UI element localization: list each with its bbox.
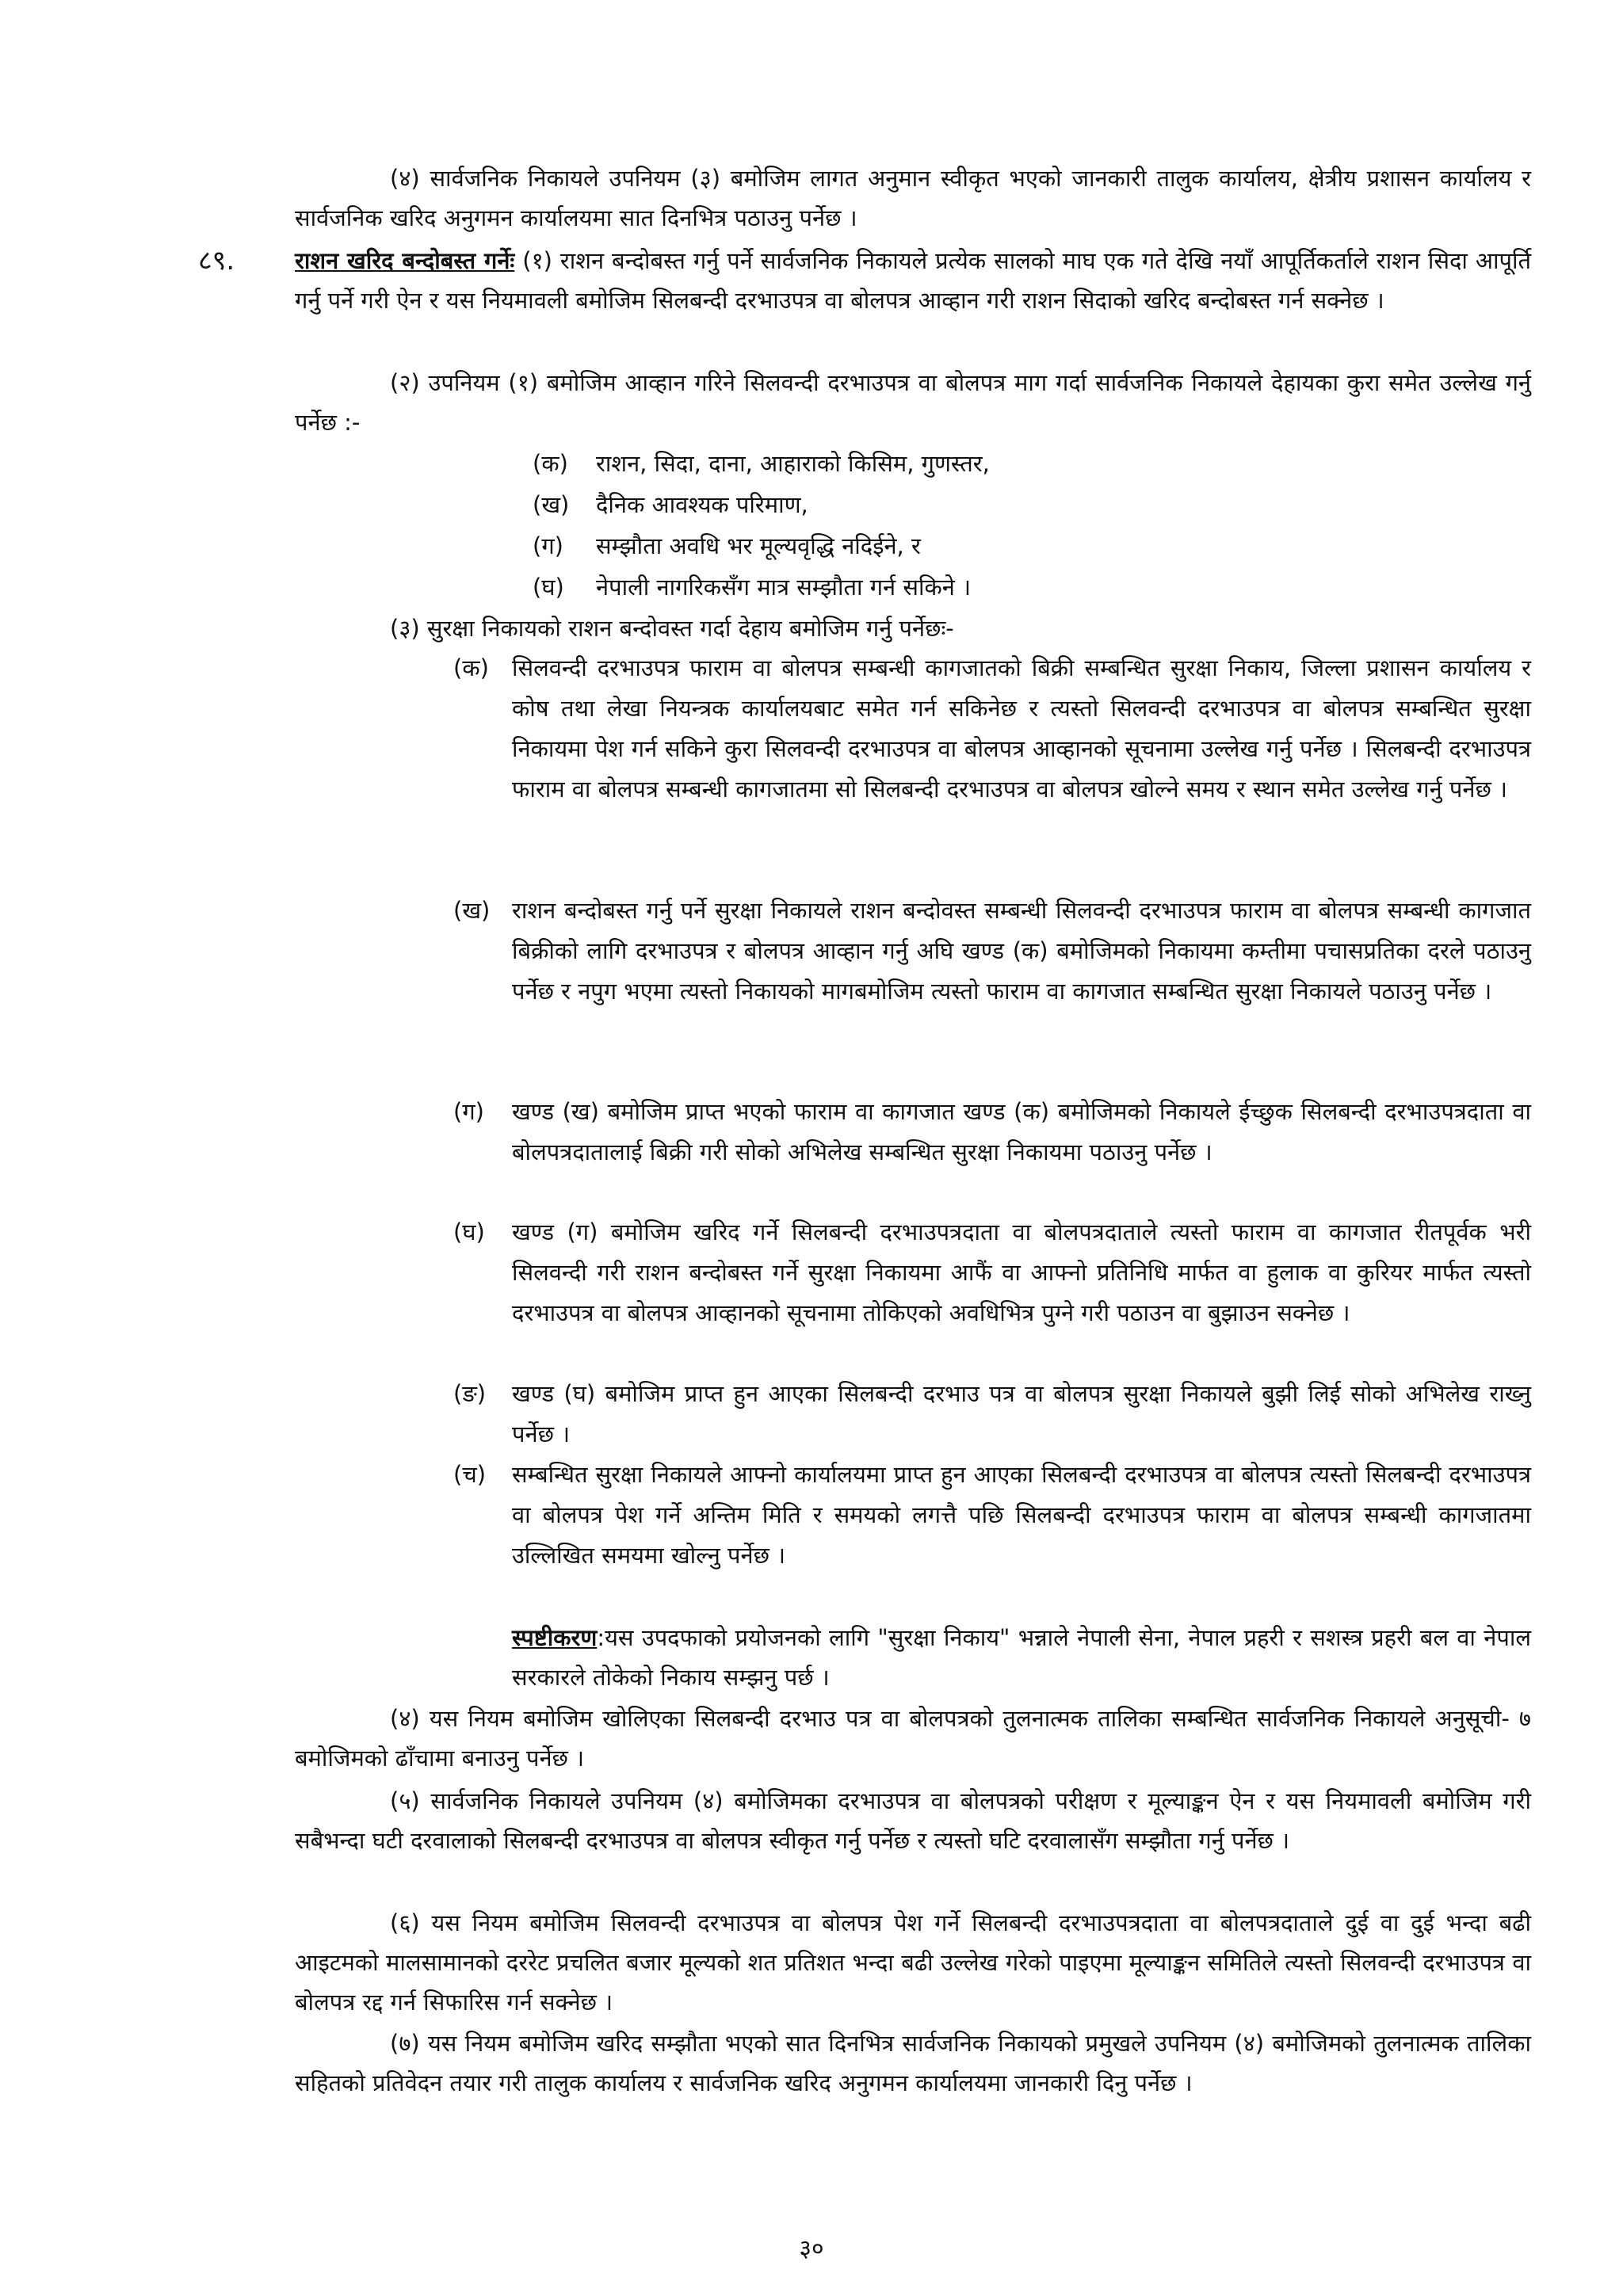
explanation-text: :यस उपदफाको प्रयोजनको लागि "सुरक्षा निकाय" भन्नाले नेपाली सेना, नेपाल प्रहरी र सशस्त्र प्रहरी बल वा नेपाल सरकारले तोकेको निकाय सम्झनु पर्छ । [512, 1624, 1531, 1691]
rule88-sub4: (४) सार्वजनिक निकायले उपनियम (३) बमोजिम लागत अनुमान स्वीकृत भएको जानकारी तालुक कार्यालय, क्षेत्रीय प्रशासन कार्यालय र सार्वजनिक खरिद अनुगमन कार्यालयमा सात दिनभित्र पठाउनु पर्नेछ । [295, 165, 1531, 231]
rule89-sub6: (६) यस नियम बमोजिम सिलवन्दी दरभाउपत्र वा बोलपत्र पेश गर्ने सिलबन्दी दरभाउपत्रदाता वा बोलपत्रदाताले दुई वा दुई भन्दा बढी आइटमको मालसामानको दररेट प्रचलित बजार मूल्यको शत प्रतिशत भन्दा बढी उल्लेख गरेको पाइएमा मूल्याङ्कन समितिले त्यस्तो सिलवन्दी दरभाउपत्र वा बोलपत्र रद्द गर्न सिफारिस गर्न सक्नेछ । [295, 1909, 1531, 2016]
sub2-list-item: (घ) नेपाली नागरिकसँग मात्र सम्झौता गर्न सकिने । [533, 574, 972, 601]
rule89-sub3-intro: (३) सुरक्षा निकायको राशन बन्दोवस्त गर्दा देहाय बमोजिम गर्नु पर्नेछः- [390, 615, 954, 642]
page-number: ३० [799, 2235, 824, 2263]
explanation-note [512, 1618, 1531, 1697]
rule-title: राशन खरिद बन्दोबस्त गर्नेः [295, 247, 515, 274]
sub3-list-item: (क) सिलवन्दी दरभाउपत्र फाराम वा बोलपत्र सम्बन्धी कागजातको बिक्री सम्बन्धित सुरक्षा निकाय, जिल्ला प्रशासन कार्यालय र कोष तथा लेखा नियन्त्रक कार्यालयबाट समेत गर्न सकिनेछ र त्यस्तो सिलवन्दी दरभाउपत्र वा बोलपत्र सम्बन्धित सुरक्षा निकायमा पेश गर्न सकिने कुरा सिलवन्दी दरभाउपत्र वा बोलपत्र आव्हानको सूचनामा उल्लेख गर्नु पर्नेछ । सिलबन्दी दरभाउपत्र फाराम वा बोलपत्र सम्बन्धी कागजातमा सो सिलबन्दी दरभाउपत्र वा बोलपत्र खोल्ने समय र स्थान समेत उल्लेख गर्नु पर्नेछ । [453, 654, 1531, 803]
rule89-sub1: (१) राशन बन्दोबस्त गर्नु पर्ने सार्वजनिक निकायले प्रत्येक सालको माघ एक गते देखि नयाँ आपूर्तिकर्ताले राशन सिदा आपूर्ति गर्नु पर्ने गरी ऐन र यस नियमावली बमोजिम सिलबन्दी दरभाउपत्र वा बोलपत्र आव्हान गरी राशन सिदाको खरिद बन्दोबस्त गर्न सक्नेछ । [295, 247, 1532, 314]
sub3-list-item: (ख) राशन बन्दोबस्त गर्नु पर्ने सुरक्षा निकायले राशन बन्दोवस्त सम्बन्धी सिलवन्दी दरभाउपत्र फाराम वा बोलपत्र सम्बन्धी कागजात बिक्रीको लागि दरभाउपत्र र बोलपत्र आव्हान गर्नु अघि खण्ड (क) बमोजिमको निकायमा कम्तीमा पचासप्रतिका दरले पठाउनु पर्नेछ र नपुग भएमा त्यस्तो निकायको मागबमोजिम त्यस्तो फाराम वा कागजात सम्बन्धित सुरक्षा निकायले पठाउनु पर्नेछ । [453, 897, 1531, 1005]
rule89-sub2: (२) उपनियम (१) बमोजिम आव्हान गरिने सिलवन्दी दरभाउपत्र वा बोलपत्र माग गर्दा सार्वजनिक निकायले देहायका कुरा समेत उल्लेख गर्नु पर्नेछ :- [295, 369, 1531, 436]
rule89-sub1-paragraph [295, 241, 1531, 320]
rule89-sub4: (४) यस नियम बमोजिम खोलिएका सिलबन्दी दरभाउ पत्र वा बोलपत्रको तुलनात्मक तालिका सम्बन्धित सार्वजनिक निकायले अनुसूची- ७ बमोजिमको ढाँचामा बनाउनु पर्नेछ । [295, 1705, 1531, 1772]
explanation-title: स्पष्टीकरण [512, 1624, 598, 1651]
sub3-list-item: (ग) खण्ड (ख) बमोजिम प्राप्त भएको फाराम वा कागजात खण्ड (क) बमोजिमको निकायले ईच्छुक सिलबन्दी दरभाउपत्रदाता वा बोलपत्रदातालाई बिक्री गरी सोको अभिलेख सम्बन्धित सुरक्षा निकायमा पठाउनु पर्नेछ । [453, 1098, 1531, 1165]
sub3-list-item: (ङ) खण्ड (घ) बमोजिम प्राप्त हुन आएका सिलबन्दी दरभाउ पत्र वा बोलपत्र सुरक्षा निकायले बुझी लिई सोको अभिलेख राख्नु पर्नेछ । [453, 1380, 1531, 1447]
rule-number: ८९. [198, 245, 235, 277]
sub3-list-item: (घ) खण्ड (ग) बमोजिम खरिद गर्ने सिलबन्दी दरभाउपत्रदाता वा बोलपत्रदाताले त्यस्तो फाराम वा कागजात रीतपूर्वक भरी सिलवन्दी गरी राशन बन्दोबस्त गर्ने सुरक्षा निकायमा आफैं वा आफ्नो प्रतिनिधि मार्फत वा हुलाक वा कुरियर मार्फत त्यस्तो दरभाउपत्र वा बोलपत्र आव्हानको सूचनामा तोकिएको अवधिभित्र पुग्ने गरी पठाउन वा बुझाउन सक्नेछ । [453, 1219, 1531, 1326]
sub3-list-item: (च) सम्बन्धित सुरक्षा निकायले आफ्नो कार्यालयमा प्राप्त हुन आएका सिलबन्दी दरभाउपत्र वा बोलपत्र त्यस्तो सिलबन्दी दरभाउपत्र वा बोलपत्र पेश गर्ने अन्तिम मिति र समयको लगत्तै पछि सिलबन्दी दरभाउपत्र फाराम वा बोलपत्र सम्बन्धी कागजातमा उल्लिखित समयमा खोल्नु पर्नेछ । [453, 1461, 1531, 1569]
sub2-list-item: (ख) दैनिक आवश्यक परिमाण, [533, 491, 808, 518]
rule89-sub7: (७) यस नियम बमोजिम खरिद सम्झौता भएको सात दिनभित्र सार्वजनिक निकायको प्रमुखले उपनियम (४) बमोजिमको तुलनात्मक तालिका सहितको प्रतिवेदन तयार गरी तालुक कार्यालय र सार्वजनिक खरिद अनुगमन कार्यालयमा जानकारी दिनु पर्नेछ । [295, 2030, 1531, 2096]
rule89-sub5: (५) सार्वजनिक निकायले उपनियम (४) बमोजिमका दरभाउपत्र वा बोलपत्रको परीक्षण र मूल्याङ्कन ऐन र यस नियमावली बमोजिम गरी सबैभन्दा घटी दरवालाको सिलबन्दी दरभाउपत्र वा बोलपत्र स्वीकृत गर्नु पर्नेछ र त्यस्तो घटि दरवालासँग सम्झौता गर्नु पर्नेछ । [295, 1787, 1531, 1854]
sub2-list-item: (ग) सम्झौता अवधि भर मूल्यवृद्धि नदिईने, र [533, 532, 921, 559]
sub2-list-item: (क) राशन, सिदा, दाना, आहाराको किसिम, गुणस्तर, [533, 450, 990, 477]
